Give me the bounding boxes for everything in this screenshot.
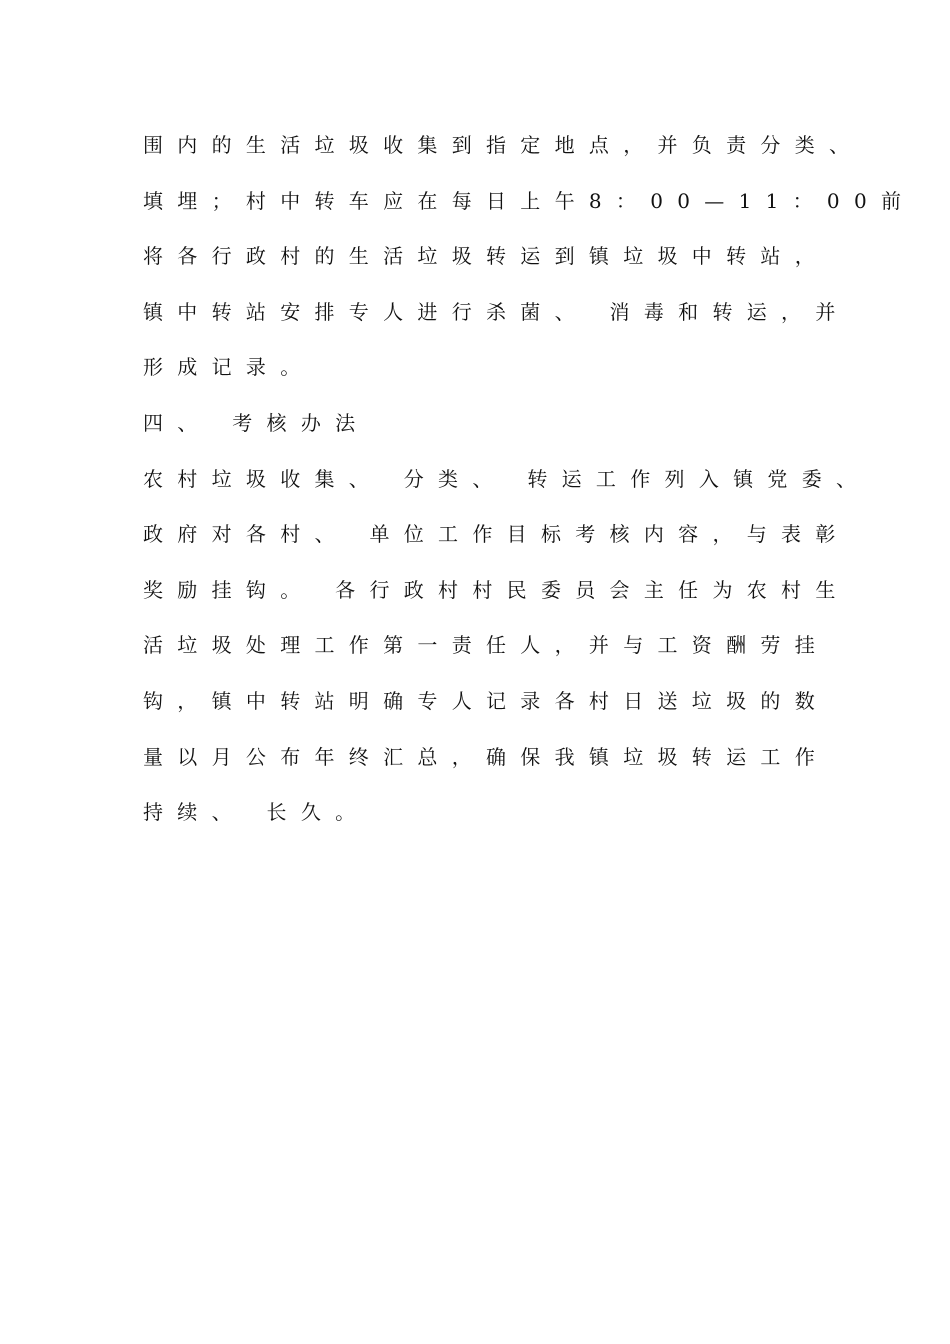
body-text xyxy=(143,125,916,848)
text-line: 填埋；村中转车应在每日上午8：00—11：00前 xyxy=(143,188,916,213)
text-line: 持续、 长久。 xyxy=(143,800,370,825)
section-heading: 四、 考核办法 xyxy=(143,410,370,435)
text-line: 奖励挂钩。 各行政村村民委员会主任为农村生 xyxy=(143,577,850,602)
text-line: 镇中转站安排专人进行杀菌、 消毒和转运，并 xyxy=(143,299,850,324)
text-line: 政府对各村、 单位工作目标考核内容，与表彰 xyxy=(143,522,850,547)
text-line: 形成记录。 xyxy=(143,355,315,380)
text-line: 围内的生活垃圾收集到指定地点，并负责分类、 xyxy=(143,133,864,157)
text-line: 钩，镇中转站明确专人记录各村日送垃圾的数 xyxy=(143,688,829,713)
text-line: 活垃圾处理工作第一责任人，并与工资酬劳挂 xyxy=(143,633,829,658)
text-line: 农村垃圾收集、 分类、 转运工作列入镇党委、 xyxy=(143,466,871,491)
text-line: 将各行政村的生活垃圾转运到镇垃圾中转站， xyxy=(143,244,829,269)
text-line: 量以月公布年终汇总，确保我镇垃圾转运工作 xyxy=(143,744,829,769)
